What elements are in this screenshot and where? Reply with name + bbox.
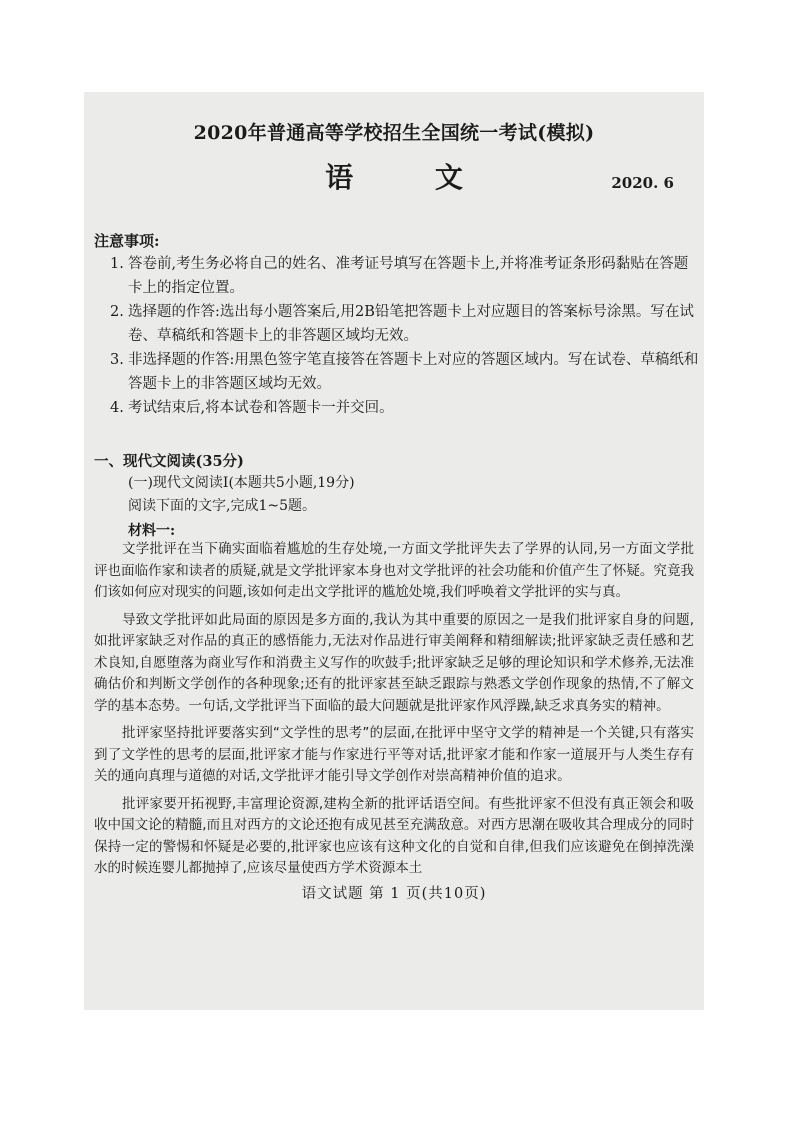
exam-date: 2020. 6 [611,174,674,192]
notice-item-text: 答卷前,考生务必将自己的姓名、准考证号填写在答题卡上,并将准考证条形码黏贴在答题卡上的指定位置。 [128,256,689,296]
reading-instruction: 阅读下面的文字,完成1~5题。 [128,498,316,514]
passage-paragraph: 导致文学批评如此局面的原因是多方面的,我认为其中重要的原因之一是我们批评家自身的问题,如批评家缺乏对作品的真正的感悟能力,无法对作品进行审美阐释和精细解读;批评家缺乏责任感和艺术良知,自愿堕落为商业写作和消费主义写作的吹鼓手;批评家缺乏足够的理论知识和学术修养,无法准确估价和判断文学创作的各种现象;还有的批评家甚至缺乏跟踪与熟悉文学创作现象的热情,不了解文学的基本态势。一句话,文学批评当下面临的最大问题就是批评家作风浮躁,缺乏求真务实的精神。 [94,611,694,714]
section-subtitle: (一)现代文阅读Ⅰ(本题共5小题,19分) [128,475,355,491]
notice-item-number: 3. [110,352,124,368]
notice-item [110,348,702,396]
exam-title: 2020年普通高等学校招生全国统一考试(模拟) [193,122,595,144]
material-title: 材料一: [128,523,176,539]
notice-item-number: 4. [110,400,124,416]
passage-paragraph: 批评家要开拓视野,丰富理论资源,建构全新的批评话语空间。有些批评家不但没有真正领会和吸收中国文论的精髓,而且对西方的文论还抱有成见甚至充满敌意。对西方思潮在吸收其合理成分的同时保持一定的警惕和怀疑是必要的,批评家也应该有这种文化的自觉和自律,但我们应该避免在倒掉洗澡水的时候连婴儿都抛掉了,应该尽量使西方学术资源本土 [94,795,694,876]
notice-item-number: 2. [110,304,124,320]
notice-title: 注意事项: [94,232,160,250]
notice-item [110,396,702,420]
subject-title: 语 文 [325,161,499,194]
notice-item-text: 选择题的作答:选出每小题答案后,用2B铅笔把答题卡上对应题目的答案标号涂黑。写在试卷、草稿纸和答题卡上的非答题区域均无效。 [128,304,694,344]
notice-item-text: 非选择题的作答:用黑色签字笔直接答在答题卡上对应的答题区域内。写在试卷、草稿纸和答题卡上的非答题区域均无效。 [128,352,699,392]
section-title: 一、现代文阅读(35分) [94,453,244,470]
notice-item [110,300,702,348]
page-content [84,92,704,1010]
passage-paragraph: 文学批评在当下确实面临着尴尬的生存处境,一方面文学批评失去了学界的认同,另一方面文学批评也面临作家和读者的质疑,就是文学批评家本身也对文学批评的社会功能和价值产生了怀疑。究竟我们该如何应对现实的问题,该如何走出文学批评的尴尬处境,我们呼唤着文学批评的实与真。 [94,541,694,600]
passage-paragraph: 批评家坚持批评要落实到“文学性的思考”的层面,在批评中坚守文学的精神是一个关键,只有落实到了文学性的思考的层面,批评家才能与作家进行平等对话,批评家才能和作家一道展开与人类生存有关的通向真理与道德的对话,文学批评才能引导文学创作对崇高精神价值的追求。 [94,725,694,784]
notice-list [110,252,702,420]
reading-passage [94,539,694,886]
notice-item [110,252,702,300]
page-footer: 语文试题 第 1 页(共10页) [301,886,487,902]
notice-item-number: 1. [110,256,124,272]
notice-item-text: 考试结束后,将本试卷和答题卡一并交回。 [128,400,394,416]
